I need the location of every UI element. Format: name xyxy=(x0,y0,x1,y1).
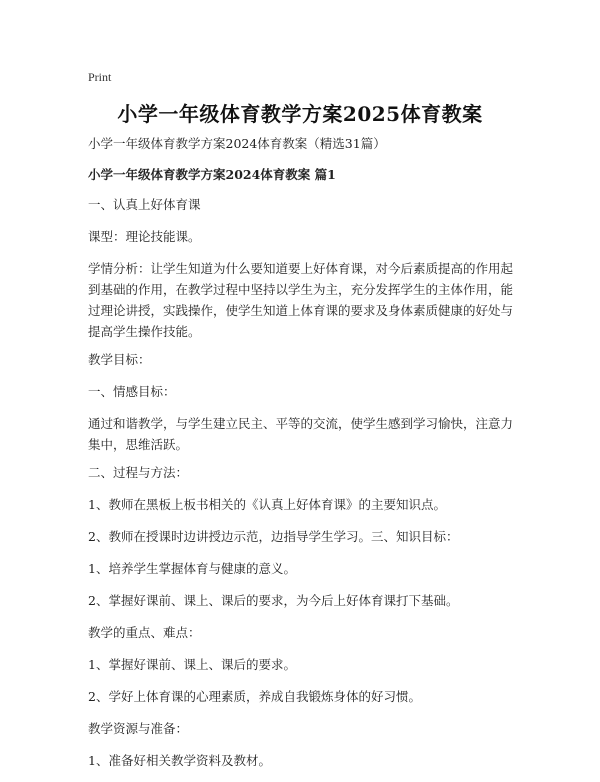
paragraph: 1、教师在黑板上板书相关的《认真上好体育课》的主要知识点。 xyxy=(88,497,446,512)
paragraph: 2、掌握好课前、课上、课后的要求，为今后上好体育课打下基础。 xyxy=(88,593,459,608)
document-body xyxy=(88,133,520,782)
paragraph: 1、掌握好课前、课上、课后的要求。 xyxy=(88,657,296,672)
paragraph: 教学目标： xyxy=(88,352,151,367)
paragraph: 课型：理论技能课。 xyxy=(88,229,201,244)
paragraph: 一、情感目标： xyxy=(88,384,176,399)
document-title: 小学一年级体育教学方案2025体育教案 xyxy=(117,102,483,126)
paragraph: 1、准备好相关教学资料及教材。 xyxy=(88,753,271,768)
document-subtitle: 小学一年级体育教学方案2024体育教案（精选31篇） xyxy=(88,136,386,151)
paragraph: 教学的重点、难点： xyxy=(88,625,201,640)
paragraph: 教学资源与准备： xyxy=(88,721,189,736)
paragraph: 学情分析：让学生知道为什么要知道要上好体育课，对今后素质提高的作用起到基础的作用，在教学过程中坚持以学生为主，充分发挥学生的主体作用，能过理论讲授，实践操作，使学生知道上体育课的要求及身体素质健康的好处与提高学生操作技能。 xyxy=(88,261,514,339)
section-heading: 小学一年级体育教学方案2024体育教案 篇1 xyxy=(88,167,336,182)
paragraph: 2、教师在授课时边讲授边示范，边指导学生学习。三、知识目标： xyxy=(88,529,459,544)
print-link[interactable]: Print xyxy=(88,70,112,84)
paragraph: 一、认真上好体育课 xyxy=(88,197,201,212)
paragraph: 二、过程与方法： xyxy=(88,465,189,480)
paragraph: 1、培养学生掌握体育与健康的意义。 xyxy=(88,561,296,576)
paragraph: 通过和谐教学，与学生建立民主、平等的交流，使学生感到学习愉快，注意力集中，思维活跃。 xyxy=(88,416,514,452)
paragraph: 2、学好上体育课的心理素质，养成自我锻炼身体的好习惯。 xyxy=(88,689,421,704)
